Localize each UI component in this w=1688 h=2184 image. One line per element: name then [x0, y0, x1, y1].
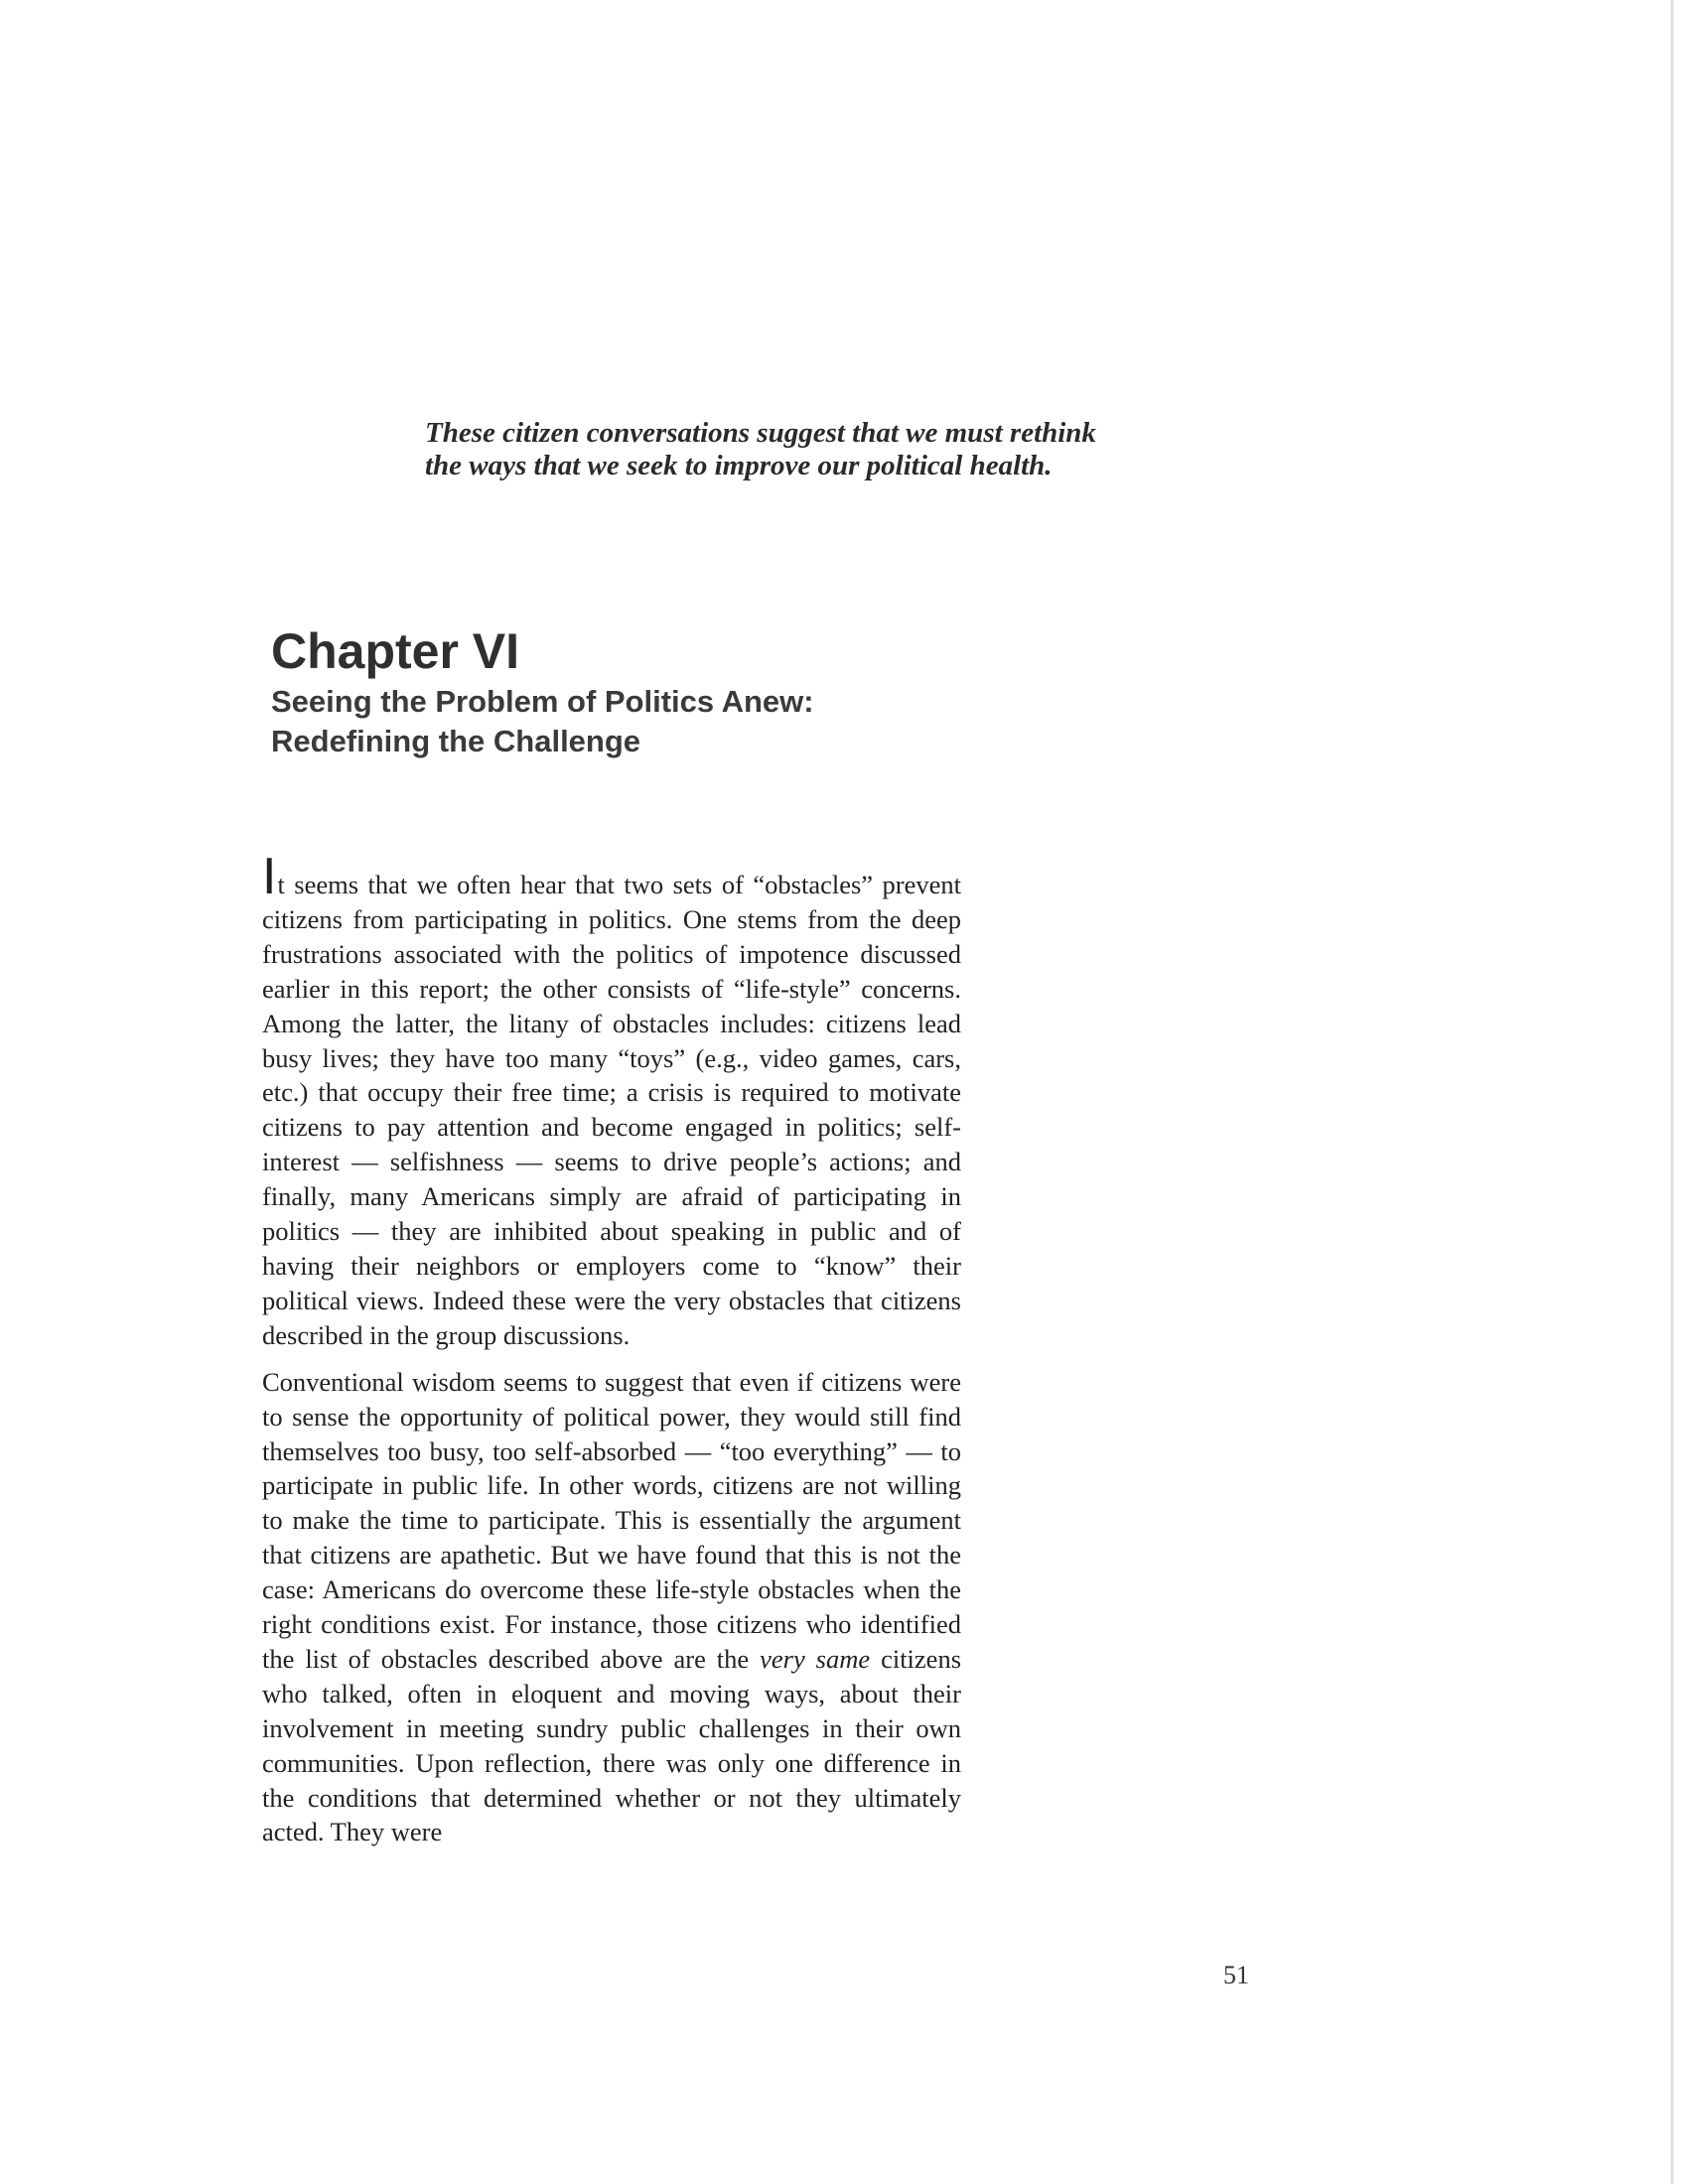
page-number: 51 — [1223, 1961, 1249, 1989]
drop-cap: I — [262, 848, 277, 905]
paragraph-2-text-start: Conventional wisdom seems to suggest that even if citizens were to sense the opportunity of political power, they would still find themselves too busy, too self-absorbed — “too everything” — to participate in public life. In other words, citizens are not willing to make the time to participate. This is essentially the argument that citizens are apathetic. But we have found that this is not the case: Americans do overcome these life-style obstacles when the right conditions exist. For instance, those citizens who identified the list of obstacles described above are the — [262, 1366, 961, 1674]
paragraph-1-text: t seems that we often hear that two sets of “obstacles” prevent citizens from participating in politics. One stems from the deep frustrations associated with the politics of impotence discussed earlier in this report; the other consists of “life-style” concerns. Among the latter, the litany of obstacles includes: citizens lead busy lives; they have too many “toys” (e.g., video games, cars, etc.) that occupy their free time; a crisis is required to motivate citizens to pay attention and become engaged in politics; self-interest — selfishness — seems to drive people’s actions; and finally, many Americans simply are afraid of participating in politics — they are inhibited about speaking in public and of having their neighbors or employers come to “know” their political views. Indeed these were the very obstacles that citizens described in the group discussions. — [262, 870, 961, 1350]
epigraph-quote: These citizen conversations suggest that we must rethink the ways that we seek to improve our political health. — [425, 417, 1096, 481]
chapter-title: Chapter VI — [271, 623, 520, 679]
chapter-heading — [271, 622, 1165, 761]
chapter-subtitle — [271, 682, 1165, 761]
body-text — [262, 848, 962, 1861]
chapter-subtitle-line-1: Seeing the Problem of Politics Anew: — [271, 684, 814, 719]
chapter-subtitle-line-2: Redefining the Challenge — [271, 724, 641, 758]
paragraph-1 — [262, 848, 961, 1353]
paragraph-2 — [262, 1365, 961, 1850]
paragraph-2-text-end: citizens who talked, often in eloquent and moving ways, about their involvement in meeting sundry public challenges in their own communities. Upon reflection, there was only one difference in the conditions that determined whether or not they ultimately acted. They were — [262, 1643, 962, 1847]
page-edge-shadow — [1670, 0, 1674, 2184]
paragraph-2-emphasis: very same — [760, 1643, 871, 1674]
